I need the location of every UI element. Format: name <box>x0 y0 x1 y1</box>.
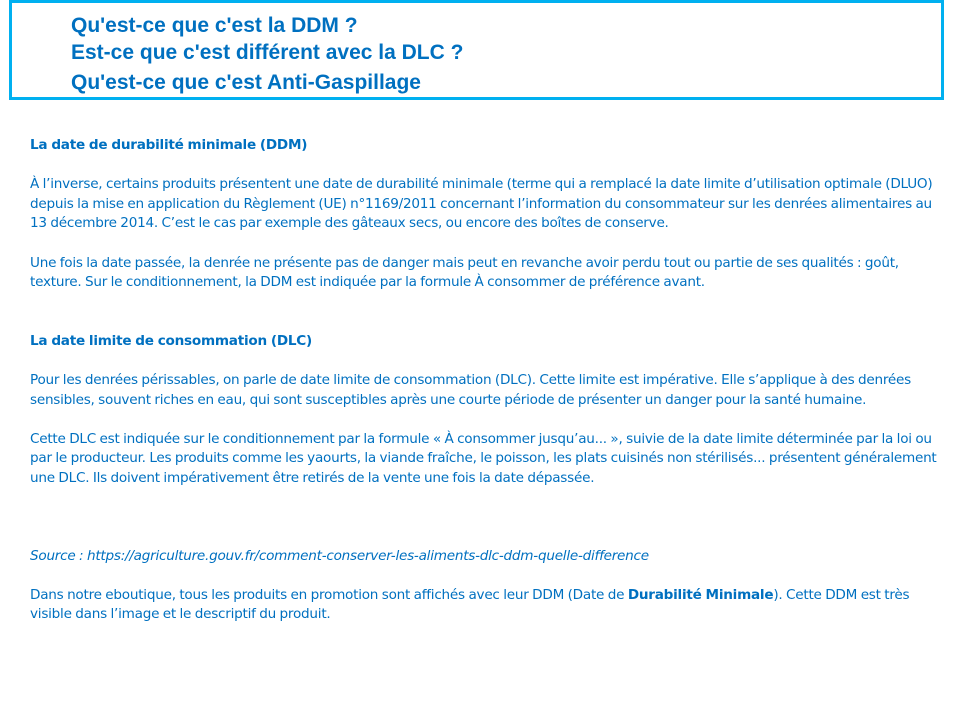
closing-paragraph <box>30 586 952 625</box>
closing-text-bold: Durabilité Minimale <box>627 586 774 603</box>
title-line-2: Est-ce que c'est différent avec la DLC ? <box>71 41 464 64</box>
title-line-1: Qu'est-ce que c'est la DDM ? <box>71 14 358 37</box>
ddm-paragraph-2: Une fois la date passée, la denrée ne présente pas de danger mais peut en revanche avoir perdu tout ou partie de ses qualités : goût, texture. Sur le conditionnement, la DDM est indiquée par la formule À consommer de préférence avant. <box>30 254 899 291</box>
title-line-3: Qu'est-ce que c'est Anti-Gaspillage <box>71 71 421 94</box>
dlc-heading: La date limite de consommation (DLC) <box>30 332 312 349</box>
closing-text-before: Dans notre eboutique, tous les produits en promotion sont affichés avec leur DDM (Date de <box>30 586 628 603</box>
title-box <box>9 0 944 100</box>
dlc-paragraph-1: Pour les denrées périssables, on parle de date limite de consommation (DLC). Cette limite est impérative. Elle s’applique à des denrées sensibles, souvent riches en eau, qui sont susceptibles après une courte période de présenter un danger pour la santé humaine. <box>30 371 911 408</box>
article-body <box>30 136 952 625</box>
closing-text-after: ). Cette DDM est très visible dans l’image et le descriptif du produit. <box>30 586 910 623</box>
source-citation: Source : https://agriculture.gouv.fr/comment-conserver-les-aliments-dlc-ddm-quelle-difference <box>30 547 649 564</box>
dlc-paragraph-2: Cette DLC est indiquée sur le conditionnement par la formule « À consommer jusqu’au... », suivie de la date limite déterminée par la loi ou par le producteur. Les produits comme les yaourts, la viande fraîche, le poisson, les plats cuisinés non stérilisés... présentent généralement une DLC. Ils doivent impérativement être retirés de la vente une fois la date dépassée. <box>30 430 937 486</box>
ddm-paragraph-1: À l’inverse, certains produits présentent une date de durabilité minimale (terme qui a remplacé la date limite d’utilisation optimale (DLUO) depuis la mise en application du Règlement (UE) n°1169/2011 concernant l’information du consommateur sur les denrées alimentaires au 13 décembre 2014. C’est le cas par exemple des gâteaux secs, ou encore des boîtes de conserve. <box>30 176 933 232</box>
ddm-heading: La date de durabilité minimale (DDM) <box>30 137 308 153</box>
